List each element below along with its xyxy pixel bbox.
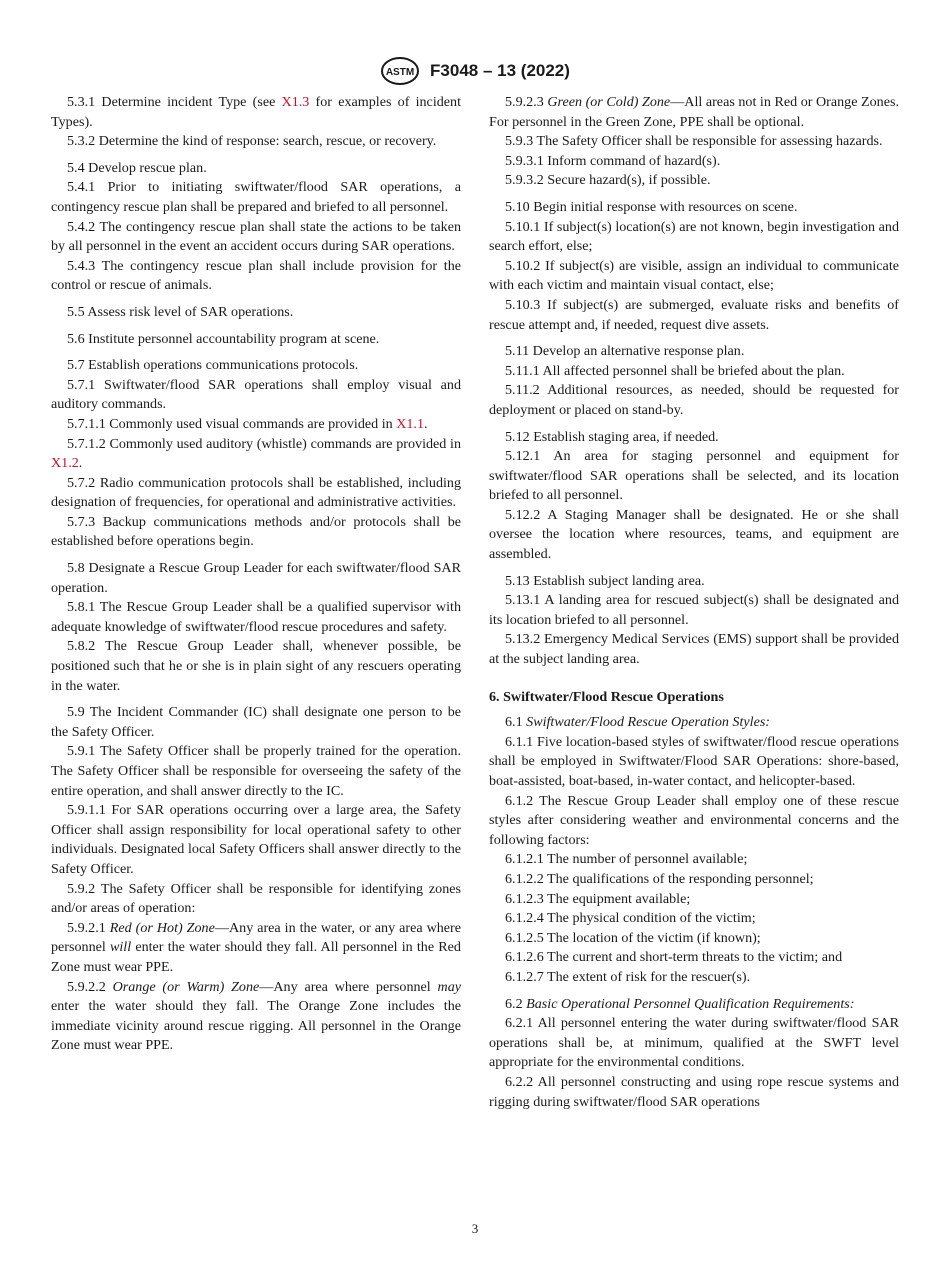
- text-run: 5.8.1 The Rescue Group Leader shall be a qualified supervisor with adequate knowledge of swiftwater/flood rescue procedures and safety.: [51, 599, 461, 635]
- cross-reference-link[interactable]: X1.3: [281, 94, 310, 110]
- paragraph: [489, 713, 899, 733]
- text-run: 5.7.1.1 Commonly used visual commands are provided in: [67, 415, 397, 432]
- text-run: 5.9.3.2 Secure hazard(s), if possible.: [505, 172, 711, 189]
- text-run: 5.13 Establish subject landing area.: [505, 572, 705, 589]
- left-column: [51, 93, 461, 1056]
- paragraph: [489, 890, 899, 910]
- text-run: 5.12 Establish staging area, if needed.: [505, 428, 719, 445]
- text-run: 5.9.2.2: [67, 978, 113, 995]
- text-run: 5.9 The Incident Commander (IC) shall designate one person to be the Safety Officer.: [51, 704, 461, 740]
- text-run: 6.1: [505, 714, 527, 731]
- paragraph: [51, 376, 461, 415]
- paragraph: [51, 513, 461, 552]
- text-run: 5.7.2 Radio communication protocols shall be established, including designation of frequencies, for operational and administrative activities.: [51, 474, 461, 511]
- text-run: 6.2.1 All personnel entering the water during swiftwater/flood SAR operations shall be, at minimum, qualified at the SWFT level appropriate for the environmental conditions.: [489, 1015, 899, 1071]
- section-heading: 6. Swiftwater/Flood Rescue Operations: [489, 688, 724, 705]
- paragraph: [489, 428, 899, 448]
- paragraph: [51, 257, 461, 296]
- text-run: —Any area where personnel: [259, 978, 438, 995]
- text-run: —Any area in the water, or any area where personnel: [51, 919, 462, 956]
- paragraph: [489, 792, 899, 851]
- text-run: 5.4 Develop rescue plan.: [67, 159, 207, 176]
- paragraph: [51, 978, 461, 1056]
- text-run: 5.13.2 Emergency Medical Services (EMS) support shall be provided at the subject landing area.: [489, 631, 899, 668]
- text-run: enter the water should they fall. The Orange Zone includes the immediate vicinity around rescue rigging. All personnel in the Orange Zone must wear PPE.: [51, 998, 461, 1054]
- paragraph: [489, 257, 899, 296]
- cross-reference-link[interactable]: X1.2: [51, 455, 79, 472]
- paragraph: [489, 995, 899, 1015]
- paragraph: [489, 1014, 899, 1073]
- text-run: 5.13.1 A landing area for rescued subject(s) shall be designated and its location briefed to all personnel.: [489, 592, 899, 628]
- text-run: 5.11.2 Additional resources, as needed, should be requested for deployment or placed on stand-by.: [489, 382, 899, 418]
- paragraph: [51, 703, 461, 742]
- paragraph: [51, 356, 461, 376]
- paragraph: [489, 870, 899, 890]
- text-run: 6.1.2.5 The location of the victim (if known);: [505, 929, 761, 946]
- paragraph: [489, 198, 899, 218]
- paragraph: [51, 93, 461, 132]
- paragraph: [489, 968, 899, 988]
- text-run: 5.3.2 Determine the kind of response: search, rescue, or recovery.: [67, 133, 437, 150]
- paragraph: [51, 178, 461, 217]
- text-run: 6.1.2.4 The physical condition of the victim;: [505, 910, 756, 927]
- paragraph: [489, 506, 899, 565]
- paragraph: [489, 152, 899, 172]
- text-run: 5.12.1 An area for staging personnel and equipment for swiftwater/flood SAR operations shall be selected, and its location briefed to all personnel.: [489, 448, 899, 504]
- text-run: 5.7 Establish operations communications protocols.: [67, 357, 359, 374]
- paragraph: [51, 474, 461, 513]
- paragraph: [489, 171, 899, 191]
- paragraph: [489, 381, 899, 420]
- paragraph: [489, 447, 899, 506]
- text-run: 5.9.3 The Safety Officer shall be responsible for assessing hazards.: [505, 133, 883, 150]
- paragraph: [51, 330, 461, 350]
- paragraph: [51, 303, 461, 323]
- text-run: 6.1.2.6 The current and short-term threats to the victim; and: [505, 949, 843, 966]
- paragraph: [51, 559, 461, 598]
- text-run: .: [424, 415, 428, 432]
- text-run: 5.8.2 The Rescue Group Leader shall, whenever possible, be positioned such that he or she is in plain sight of any rescuers operating in the water.: [51, 638, 461, 694]
- text-run: 5.10.3 If subject(s) are submerged, evaluate risks and benefits of rescue attempt and, if needed, request dive assets.: [489, 296, 899, 333]
- paragraph: [51, 218, 461, 257]
- emphasis-text: Green (or Cold) Zone: [547, 94, 671, 110]
- paragraph: [489, 362, 899, 382]
- emphasis-text: Swiftwater/Flood Rescue Operation Styles:: [526, 714, 771, 731]
- text-run: 5.4.2 The contingency rescue plan shall state the actions to be taken by all personnel in the event an accident occurs during SAR operations.: [51, 218, 461, 255]
- svg-text:ASTM: ASTM: [385, 67, 415, 78]
- text-run: 5.9.1 The Safety Officer shall be properly trained for the operation. The Safety Officer shall be responsible for overseeing the safety of the entire operation, and shall answer directly to the IC.: [51, 743, 461, 799]
- standard-designation: F3048 – 13 (2022): [430, 61, 570, 80]
- emphasis-text: Basic Operational Personnel Qualification Requirements:: [526, 995, 855, 1012]
- text-run: 5.10.1 If subject(s) location(s) are not known, begin investigation and search effort, else;: [489, 218, 899, 255]
- text-run: 6.1.2.1 The number of personnel available;: [505, 851, 748, 868]
- paragraph: [51, 637, 461, 696]
- paragraph: [51, 919, 461, 978]
- paragraph: [489, 630, 899, 669]
- astm-logo-icon: [380, 56, 420, 86]
- emphasis-text: Red (or Hot) Zone: [109, 919, 215, 936]
- emphasis-text: may: [437, 978, 462, 995]
- paragraph: [489, 296, 899, 335]
- paragraph: [51, 801, 461, 879]
- text-run: 6.2: [505, 995, 527, 1012]
- text-run: 5.10 Begin initial response with resources on scene.: [505, 198, 798, 215]
- text-run: 5.7.1.2 Commonly used auditory (whistle) commands are provided in: [67, 435, 461, 452]
- paragraph: [489, 929, 899, 949]
- text-run: 5.12.2 A Staging Manager shall be designated. He or she shall oversee the location where resources, teams, and equipment are assembled.: [489, 506, 899, 563]
- paragraph: [489, 93, 899, 132]
- text-run: enter the water should they fall. All personnel in the Red Zone must wear PPE.: [51, 939, 461, 975]
- paragraph: [489, 909, 899, 929]
- paragraph: [51, 598, 461, 637]
- text-run: 5.5 Assess risk level of SAR operations.: [67, 303, 294, 320]
- text-run: 5.7.1 Swiftwater/flood SAR operations shall employ visual and auditory commands.: [51, 376, 461, 413]
- paragraph: [51, 159, 461, 179]
- text-run: 6.1.2.3 The equipment available;: [505, 890, 691, 907]
- text-run: 6.1.2.2 The qualifications of the responding personnel;: [505, 870, 814, 887]
- text-run: 6.1.2.7 The extent of risk for the rescuer(s).: [505, 968, 751, 985]
- text-run: 5.6 Institute personnel accountability program at scene.: [67, 330, 380, 347]
- paragraph: [489, 850, 899, 870]
- paragraph: [489, 733, 899, 792]
- paragraph: [51, 742, 461, 801]
- paragraph: [51, 435, 461, 474]
- text-run: 5.11 Develop an alternative response plan.: [505, 343, 745, 360]
- cross-reference-link[interactable]: X1.1: [396, 415, 424, 432]
- paragraph: [51, 132, 461, 152]
- text-run: for examples of incident Types).: [51, 94, 461, 130]
- paragraph: [489, 572, 899, 592]
- text-run: 5.7.3 Backup communications methods and/or protocols shall be established before operations begin.: [51, 513, 461, 550]
- text-run: 5.4.1 Prior to initiating swiftwater/flood SAR operations, a contingency rescue plan shall be prepared and briefed to all personnel.: [51, 179, 461, 215]
- text-run: 5.4.3 The contingency rescue plan shall include provision for the control or rescue of animals.: [51, 257, 461, 294]
- text-run: 5.9.2.1: [67, 919, 110, 936]
- text-run: 6.1.1 Five location-based styles of swiftwater/flood rescue operations shall be employed in Swiftwater/Flood SAR Operations: shore-based, boat-assisted, boat-based, in-water contact, and helicopter-based.: [489, 733, 899, 789]
- paragraph: [489, 948, 899, 968]
- paragraph: [489, 218, 899, 257]
- text-run: 5.10.2 If subject(s) are visible, assign an individual to communicate with each victim and maintain visual contact, else;: [489, 257, 899, 294]
- paragraph: [489, 591, 899, 630]
- text-run: 5.11.1 All affected personnel shall be briefed about the plan.: [505, 362, 845, 379]
- text-run: —All areas not in Red or Orange Zones. For personnel in the Green Zone, PPE shall be optional.: [489, 94, 899, 130]
- text-run: 5.9.1.1 For SAR operations occurring over a large area, the Safety Officer shall assign responsibility for local operational safety to other individuals. Designated local Safety Officers shall answer directly to the Safety Officer.: [51, 802, 461, 877]
- text-run: 5.9.2 The Safety Officer shall be responsible for identifying zones and/or areas of operation:: [51, 880, 461, 917]
- text-run: .: [78, 455, 83, 472]
- paragraph: [489, 132, 899, 152]
- text-run: 5.9.2.3: [505, 94, 548, 110]
- paragraph: [51, 415, 461, 435]
- emphasis-text: will: [109, 939, 132, 956]
- page-number: 3: [471, 1221, 479, 1236]
- text-run: 5.8 Designate a Rescue Group Leader for each swiftwater/flood SAR operation.: [51, 560, 461, 596]
- text-run: 6.2.2 All personnel constructing and using rope rescue systems and rigging during swiftwater/flood SAR operations: [489, 1073, 899, 1110]
- text-run: 5.9.3.1 Inform command of hazard(s).: [505, 152, 721, 169]
- paragraph: [489, 342, 899, 362]
- right-column: [489, 93, 899, 1112]
- paragraph: [51, 880, 461, 919]
- text-run: 6.1.2 The Rescue Group Leader shall employ one of these rescue styles after considering weather and environmental concerns and the following factors:: [489, 792, 899, 848]
- paragraph: [489, 1073, 899, 1112]
- text-run: 5.3.1 Determine incident Type (see: [67, 94, 282, 110]
- emphasis-text: Orange (or Warm) Zone: [112, 978, 260, 995]
- page-header: [0, 56, 950, 86]
